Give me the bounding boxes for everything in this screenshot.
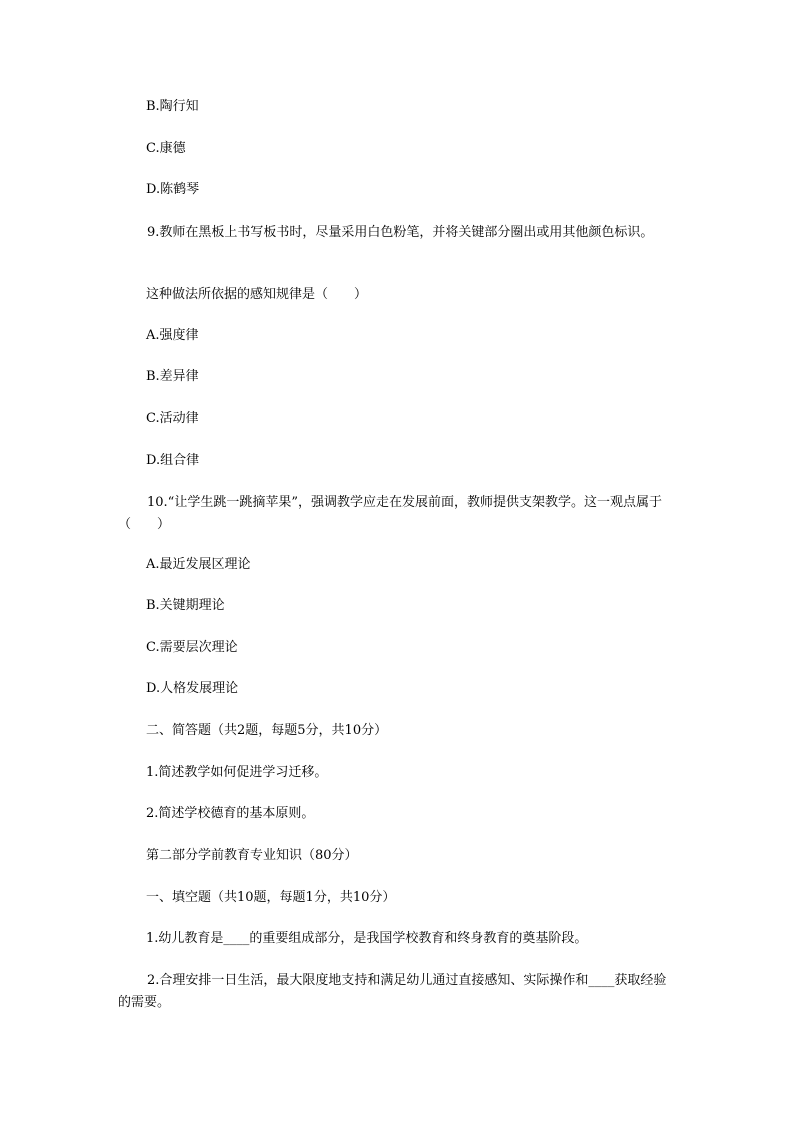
short-answer-2: 2.简述学校德育的基本原则。 xyxy=(146,806,315,821)
option-d-q8: D.陈鹤琴 xyxy=(146,182,200,197)
fill-in-2: 2.合理安排一日生活，最大限度地支持和满足幼儿通过直接感知、实际操作和____获取经验的需要。 xyxy=(118,973,667,1010)
option-c-q10: C.需要层次理论 xyxy=(146,640,238,655)
option-a-q10: A.最近发展区理论 xyxy=(146,557,251,572)
question-9: 9.教师在黑板上书写板书时，尽量采用白色粉笔，并将关键部分圈出或用其他颜色标识。 xyxy=(147,225,654,240)
question-9-continuation: 这种做法所依据的感知规律是（ ） xyxy=(146,287,368,302)
part-two-heading: 第二部分学前教育专业知识（80分） xyxy=(146,848,358,863)
question-10: 10.“让学生跳一跳摘苹果”，强调教学应走在发展前面，教师提供支架教学。这一观点属于（ ） xyxy=(118,495,662,532)
fill-in-1: 1.幼儿教育是____的重要组成部分，是我国学校教育和终身教育的奠基阶段。 xyxy=(146,931,588,946)
option-b-q9: B.差异律 xyxy=(146,369,199,384)
section-heading-short-answer: 二、简答题（共2题，每题5分，共10分） xyxy=(146,723,388,738)
option-c-q9: C.活动律 xyxy=(146,411,199,426)
short-answer-1: 1.简述教学如何促进学习迁移。 xyxy=(146,765,328,780)
option-b-q8: B.陶行知 xyxy=(146,99,199,114)
option-b-q10: B.关键期理论 xyxy=(146,598,225,613)
option-a-q9: A.强度律 xyxy=(146,328,199,343)
option-c-q8: C.康德 xyxy=(146,141,186,156)
option-d-q9: D.组合律 xyxy=(146,453,200,468)
option-d-q10: D.人格发展理论 xyxy=(146,681,239,696)
section-heading-fill-in: 一、填空题（共10题，每题1分，共10分） xyxy=(146,890,396,905)
